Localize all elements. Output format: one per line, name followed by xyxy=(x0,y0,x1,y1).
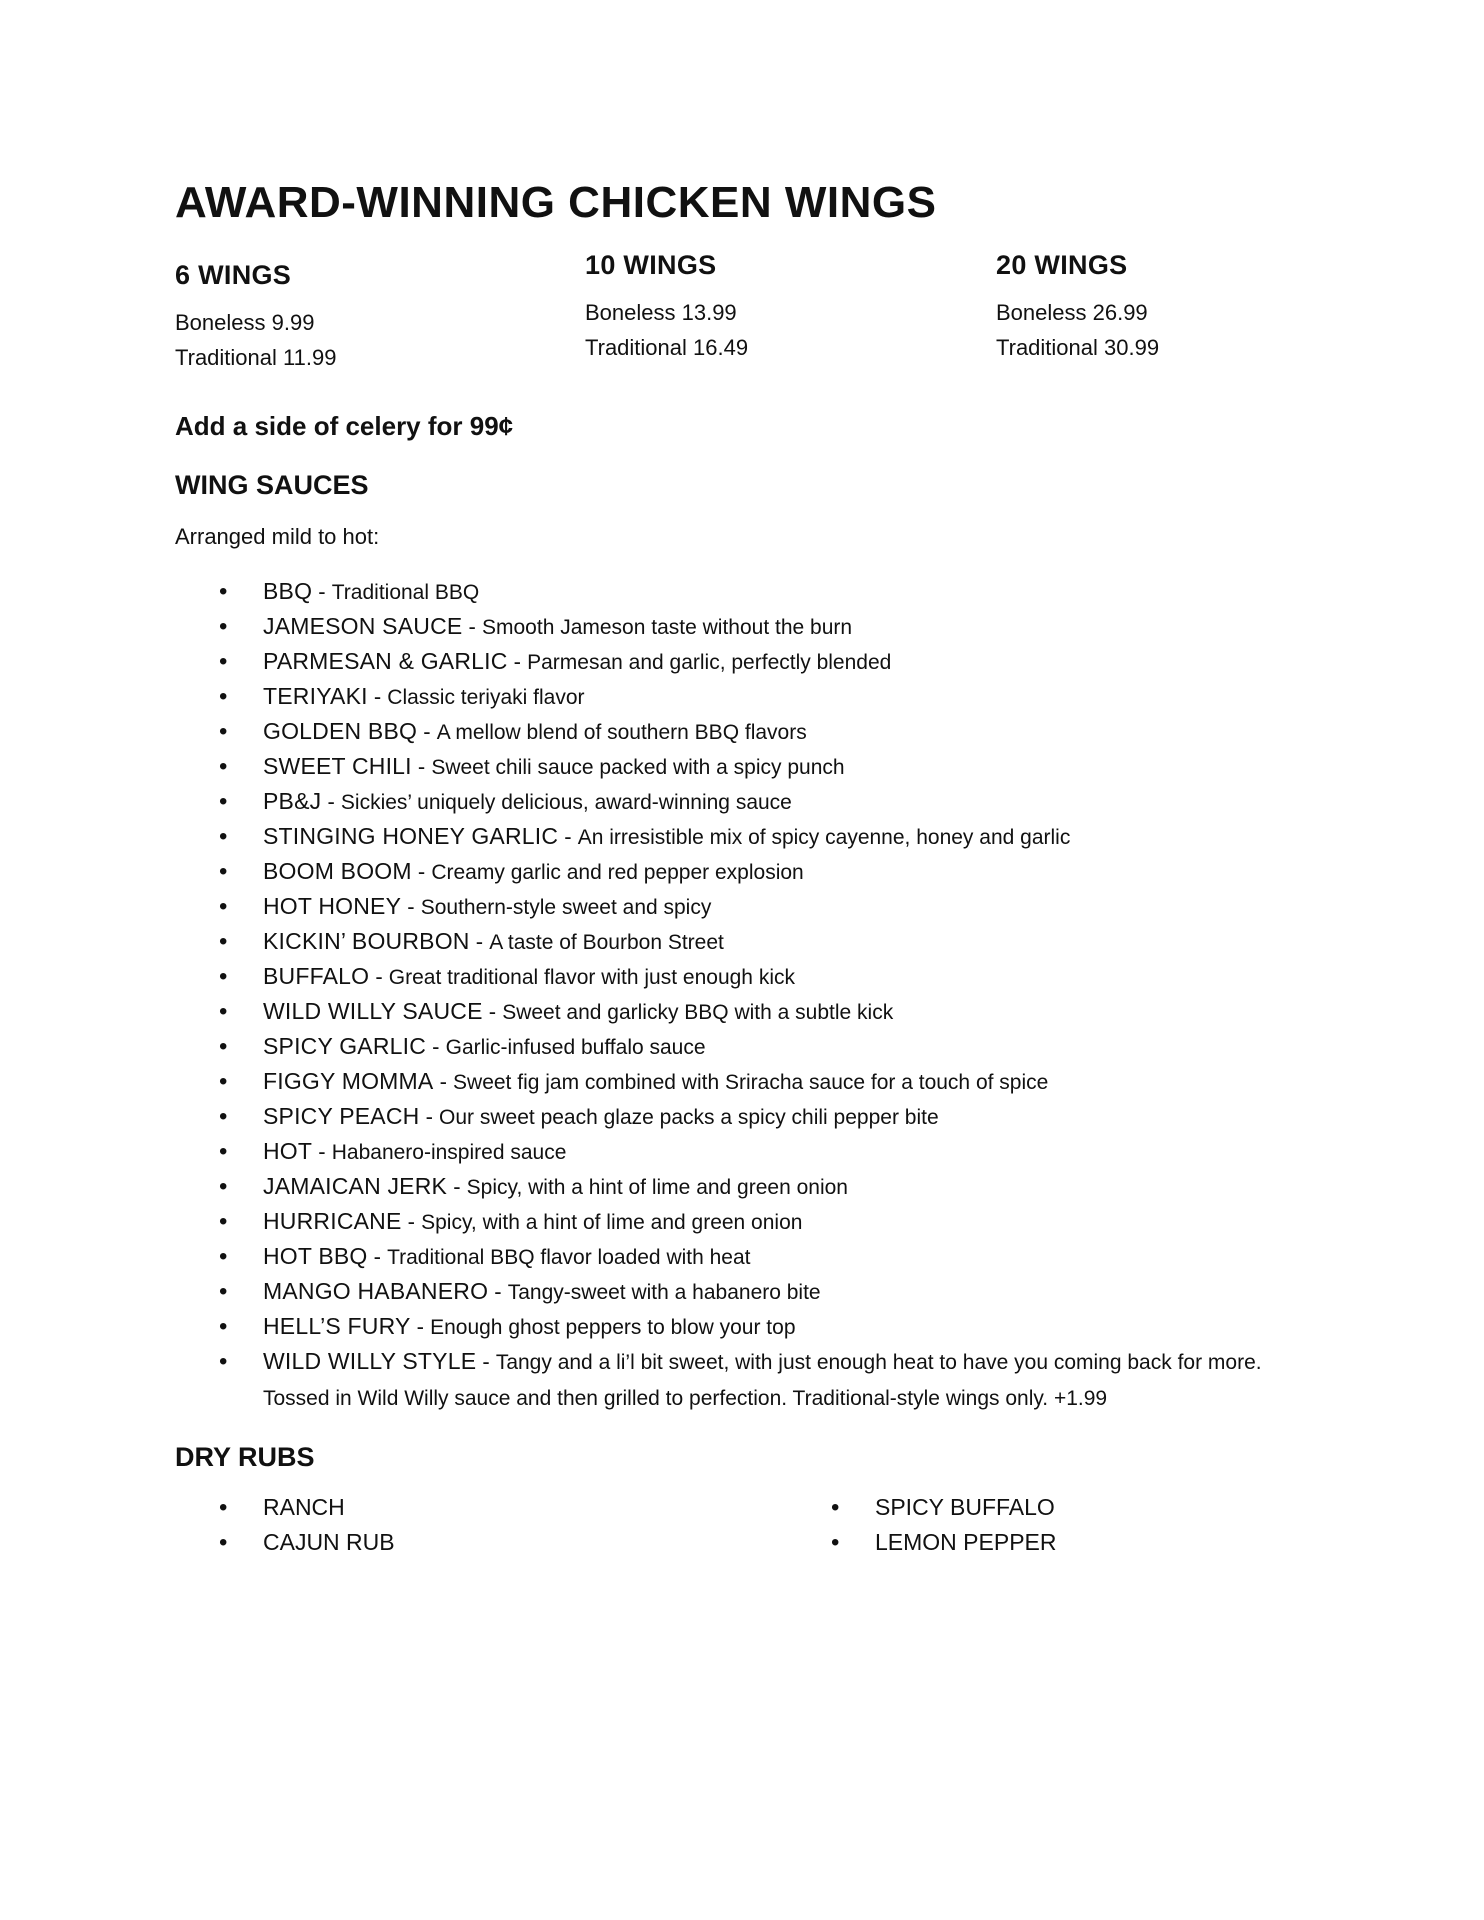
sauce-list-item xyxy=(175,994,1295,1029)
sauce-separator: - xyxy=(416,1314,424,1339)
sauce-separator: - xyxy=(373,684,382,709)
boneless-price: Boneless 9.99 xyxy=(175,310,315,335)
sauce-separator: - xyxy=(488,999,497,1024)
bullet-icon: • xyxy=(219,613,228,640)
bullet-icon: • xyxy=(219,1243,228,1270)
sauce-separator: - xyxy=(407,894,415,919)
sauce-list-item xyxy=(175,574,1295,609)
sauce-description: Classic teriyaki flavor xyxy=(387,686,585,709)
sauce-description: Garlic-infused buffalo sauce xyxy=(445,1036,706,1059)
sauce-description: Traditional BBQ flavor loaded with heat xyxy=(387,1246,751,1269)
sauce-description: Tangy and a li’l bit sweet, with just enough heat to have you coming back for more. Tossed in Wild Willy sauce and then grilled to perfection. Traditional-style wings only. +1.99 xyxy=(263,1351,1262,1410)
sauce-description: A mellow blend of southern BBQ flavors xyxy=(436,721,807,744)
sauce-name: PB&J xyxy=(263,788,322,814)
dry-rub-name: LEMON PEPPER xyxy=(875,1529,1057,1555)
sauce-separator: - xyxy=(318,1139,326,1164)
page-title: AWARD-WINNING CHICKEN WINGS xyxy=(175,178,937,227)
sauce-description: Smooth Jameson taste without the burn xyxy=(482,616,853,639)
sauce-list-item xyxy=(175,819,1295,854)
sauce-description: Spicy, with a hint of lime and green onion xyxy=(466,1176,848,1199)
dry-rubs-list-left xyxy=(175,1490,675,1560)
sauce-name: GOLDEN BBQ xyxy=(263,718,418,744)
wing-sauces-heading: WING SAUCES xyxy=(175,470,369,500)
sauce-separator: - xyxy=(327,789,335,814)
sauce-list-item xyxy=(175,1134,1295,1169)
sauce-list-item xyxy=(175,1344,1295,1416)
bullet-icon: • xyxy=(219,788,228,815)
bullet-icon: • xyxy=(219,823,228,850)
bullet-icon: • xyxy=(219,1494,228,1521)
sauce-list-item xyxy=(175,1169,1295,1204)
sauce-name: FIGGY MOMMA xyxy=(263,1068,434,1094)
sauce-separator: - xyxy=(425,1104,433,1129)
wing-size-label: 10 WINGS xyxy=(585,250,717,280)
sauce-list-item xyxy=(175,1274,1295,1309)
sauce-separator: - xyxy=(318,579,326,604)
sauce-list-item xyxy=(175,854,1295,889)
sauce-name: WILD WILLY SAUCE xyxy=(263,998,483,1024)
sauce-separator: - xyxy=(432,1034,440,1059)
sauce-name: SPICY GARLIC xyxy=(263,1033,427,1059)
bullet-icon: • xyxy=(219,1033,228,1060)
sauce-list-item xyxy=(175,714,1295,749)
bullet-icon: • xyxy=(831,1494,840,1521)
sauce-name: BBQ xyxy=(263,578,313,604)
sauce-description: Spicy, with a hint of lime and green onion xyxy=(421,1211,803,1234)
sauce-name: JAMAICAN JERK xyxy=(263,1173,448,1199)
bullet-icon: • xyxy=(831,1529,840,1556)
sauce-list-item xyxy=(175,679,1295,714)
sauce-list-item xyxy=(175,1204,1295,1239)
wing-size-6 xyxy=(175,260,555,375)
sauce-separator: - xyxy=(494,1279,502,1304)
bullet-icon: • xyxy=(219,1529,228,1556)
sauce-separator: - xyxy=(453,1174,461,1199)
sauce-separator: - xyxy=(482,1349,490,1374)
bullet-icon: • xyxy=(219,648,228,675)
sauce-list-item xyxy=(175,1239,1295,1274)
traditional-price: Traditional 30.99 xyxy=(996,335,1160,360)
sauce-separator: - xyxy=(407,1209,415,1234)
sauce-separator: - xyxy=(513,649,521,674)
sauce-description: Traditional BBQ xyxy=(331,581,480,604)
traditional-price: Traditional 11.99 xyxy=(175,345,337,370)
sauce-list-item xyxy=(175,1099,1295,1134)
bullet-icon: • xyxy=(219,1103,228,1130)
sauce-name: WILD WILLY STYLE xyxy=(263,1348,477,1374)
sauce-name: KICKIN’ BOURBON xyxy=(263,928,470,954)
dry-rubs-heading: DRY RUBS xyxy=(175,1442,315,1472)
boneless-price: Boneless 26.99 xyxy=(996,300,1148,325)
bullet-icon: • xyxy=(219,1138,228,1165)
sauce-description: Southern-style sweet and spicy xyxy=(420,896,712,919)
sauce-name: BUFFALO xyxy=(263,963,370,989)
wing-size-label: 6 WINGS xyxy=(175,260,292,290)
sauce-description: Parmesan and garlic, perfectly blended xyxy=(527,651,892,674)
dry-rubs-list-right xyxy=(787,1490,1287,1560)
sauce-list-item xyxy=(175,889,1295,924)
sauce-description: Tangy-sweet with a habanero bite xyxy=(507,1281,821,1304)
sauce-name: MANGO HABANERO xyxy=(263,1278,489,1304)
sauce-list-item xyxy=(175,959,1295,994)
sauce-separator: - xyxy=(439,1069,447,1094)
bullet-icon: • xyxy=(219,578,228,605)
sauce-description: Sweet fig jam combined with Sriracha sauce for a touch of spice xyxy=(453,1071,1049,1094)
sauce-description: Habanero-inspired sauce xyxy=(331,1141,567,1164)
sauce-separator: - xyxy=(375,964,383,989)
bullet-icon: • xyxy=(219,1348,228,1375)
sauce-list-item xyxy=(175,609,1295,644)
dry-rub-name: RANCH xyxy=(263,1494,345,1520)
dry-rub-name: CAJUN RUB xyxy=(263,1529,395,1555)
sauce-separator: - xyxy=(417,754,426,779)
wing-size-10 xyxy=(585,250,965,365)
sauce-description: Sickies’ uniquely delicious, award-winning sauce xyxy=(340,791,792,814)
sauce-name: HOT xyxy=(263,1138,313,1164)
sauce-name: TERIYAKI xyxy=(263,683,368,709)
traditional-price: Traditional 16.49 xyxy=(585,335,749,360)
dry-rub-item xyxy=(787,1525,1287,1560)
sauce-description: A taste of Bourbon Street xyxy=(489,931,724,954)
sauce-separator: - xyxy=(423,719,431,744)
dry-rub-item xyxy=(787,1490,1287,1525)
sauce-name: HURRICANE xyxy=(263,1208,402,1234)
sauce-name: JAMESON SAUCE xyxy=(263,613,463,639)
sauce-name: HOT HONEY xyxy=(263,893,402,919)
sauce-list-item xyxy=(175,924,1295,959)
wing-size-label: 20 WINGS xyxy=(996,250,1128,280)
bullet-icon: • xyxy=(219,858,228,885)
sauce-description: Enough ghost peppers to blow your top xyxy=(430,1316,796,1339)
sauce-list-item xyxy=(175,1029,1295,1064)
sauce-separator: - xyxy=(468,614,476,639)
dry-rub-name: SPICY BUFFALO xyxy=(875,1494,1055,1520)
sauce-list-item xyxy=(175,1064,1295,1099)
sauce-list-item xyxy=(175,749,1295,784)
bullet-icon: • xyxy=(219,998,228,1025)
sauce-separator: - xyxy=(417,859,426,884)
celery-note: Add a side of celery for 99¢ xyxy=(175,411,514,441)
bullet-icon: • xyxy=(219,753,228,780)
sauce-separator: - xyxy=(475,929,484,954)
bullet-icon: • xyxy=(219,1208,228,1235)
dry-rub-item xyxy=(175,1525,675,1560)
sauce-name: PARMESAN & GARLIC xyxy=(263,648,508,674)
sauce-description: Sweet and garlicky BBQ with a subtle kick xyxy=(502,1001,894,1024)
bullet-icon: • xyxy=(219,1068,228,1095)
wing-sauces-subtitle: Arranged mild to hot: xyxy=(175,524,380,549)
sauce-name: STINGING HONEY GARLIC xyxy=(263,823,559,849)
sauce-description: Creamy garlic and red pepper explosion xyxy=(431,861,804,884)
sauce-list-item xyxy=(175,644,1295,679)
sauce-name: SPICY PEACH xyxy=(263,1103,420,1129)
sauce-name: SWEET CHILI xyxy=(263,753,412,779)
bullet-icon: • xyxy=(219,893,228,920)
sauce-list-item xyxy=(175,784,1295,819)
sauce-separator: - xyxy=(564,824,572,849)
sauce-list-item xyxy=(175,1309,1295,1344)
bullet-icon: • xyxy=(219,963,228,990)
sauce-description: Sweet chili sauce packed with a spicy punch xyxy=(431,756,845,779)
bullet-icon: • xyxy=(219,718,228,745)
boneless-price: Boneless 13.99 xyxy=(585,300,737,325)
sauce-description: Great traditional flavor with just enough kick xyxy=(388,966,795,989)
bullet-icon: • xyxy=(219,1278,228,1305)
bullet-icon: • xyxy=(219,683,228,710)
sauce-name: HOT BBQ xyxy=(263,1243,368,1269)
sauce-name: HELL’S FURY xyxy=(263,1313,411,1339)
sauce-name: BOOM BOOM xyxy=(263,858,412,884)
bullet-icon: • xyxy=(219,1173,228,1200)
wing-sauces-list xyxy=(175,574,1295,1416)
bullet-icon: • xyxy=(219,1313,228,1340)
dry-rub-item xyxy=(175,1490,675,1525)
wing-size-20 xyxy=(996,250,1376,365)
bullet-icon: • xyxy=(219,928,228,955)
sauce-separator: - xyxy=(373,1244,381,1269)
sauce-description: An irresistible mix of spicy cayenne, honey and garlic xyxy=(577,826,1071,849)
sauce-description: Our sweet peach glaze packs a spicy chili pepper bite xyxy=(439,1106,939,1129)
